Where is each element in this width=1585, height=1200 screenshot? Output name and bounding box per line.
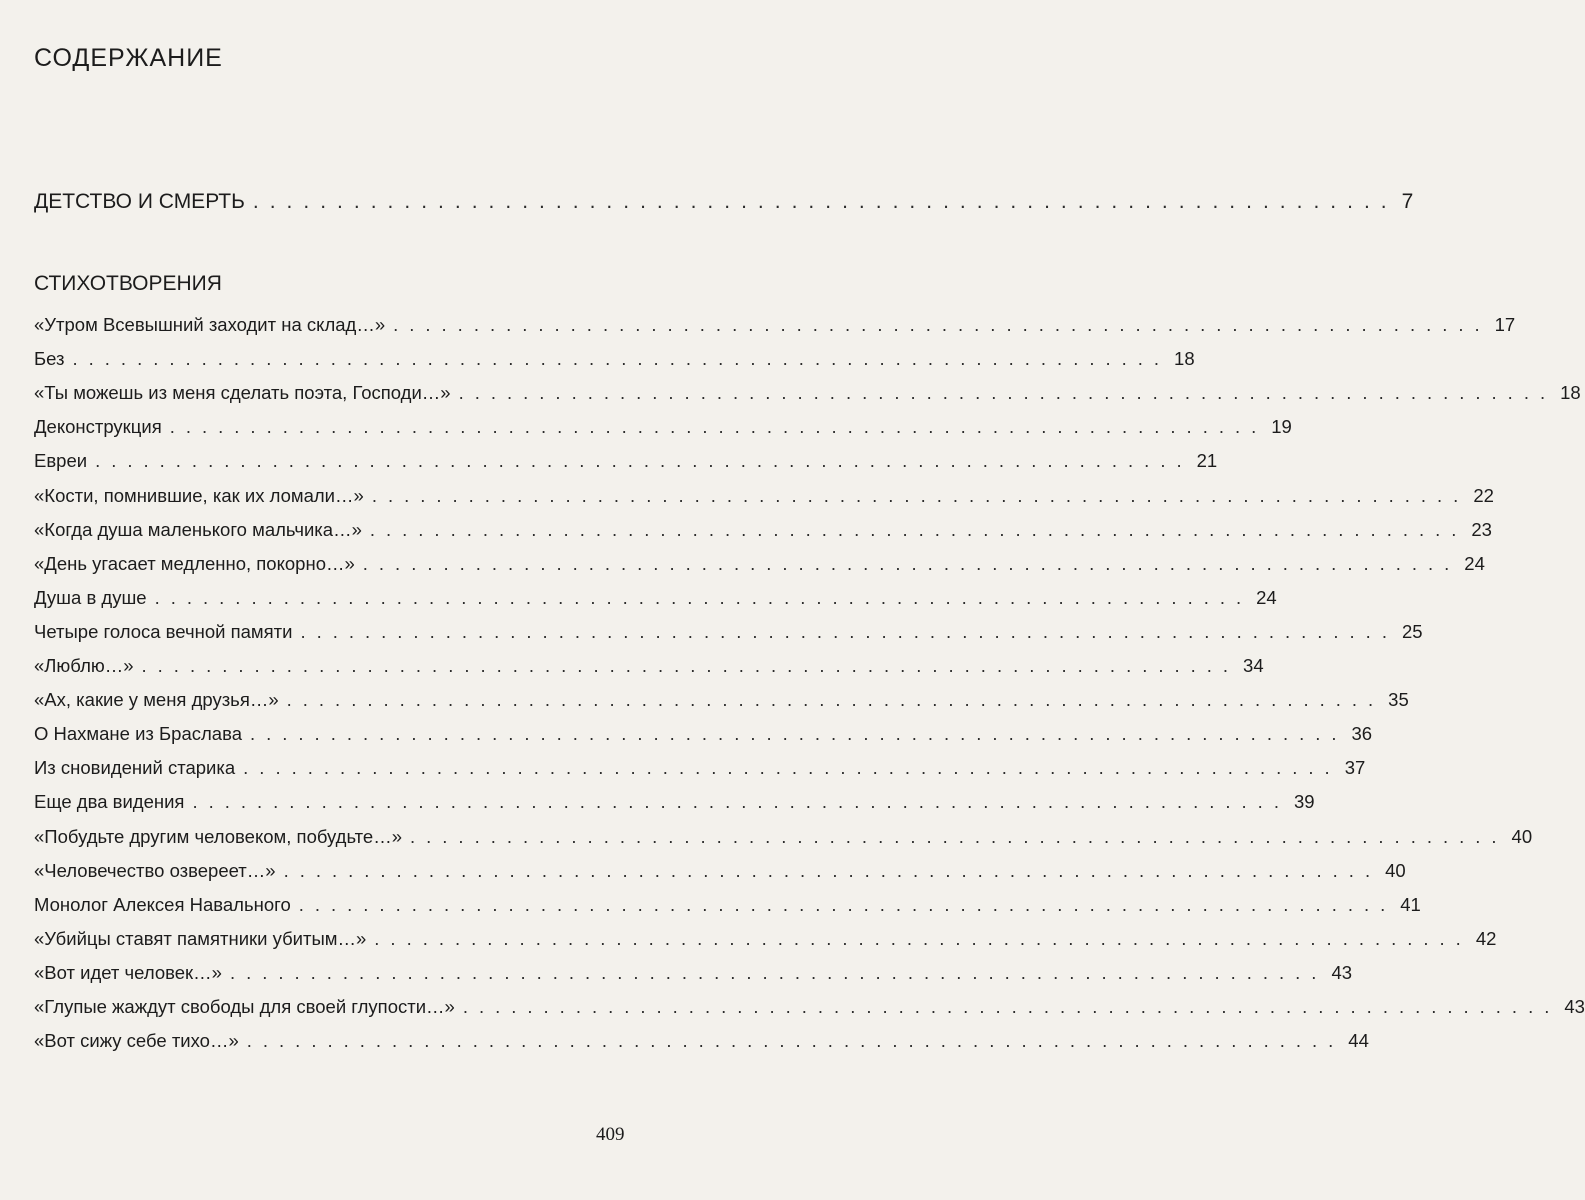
toc-entry: [34, 961, 1353, 992]
toc-entry-page: 22: [1473, 484, 1494, 506]
toc-entry-page: 43: [1331, 961, 1353, 983]
section-heading: СТИХОТВОРЕНИЯ: [34, 272, 222, 295]
toc-leader-dots: ....................................................................: [374, 927, 1472, 949]
toc-entry-title: Душа в душе: [34, 586, 147, 608]
toc-entry: [34, 382, 1581, 412]
toc-entry-page: 39: [1293, 791, 1315, 813]
toc-entry-title: О Нахмане из Браслава: [34, 723, 242, 745]
toc-entry-page: 44: [1348, 1030, 1369, 1052]
toc-entry: [34, 552, 1485, 583]
toc-entry-page: 43: [1564, 996, 1585, 1017]
toc-leader-dots: ....................................................................: [298, 893, 1397, 915]
toc-entry-title: Из сновидений старика: [34, 757, 236, 779]
toc-entry: [34, 825, 1533, 856]
toc-entry: [34, 518, 1492, 549]
toc-leader-dots: ....................................................................: [252, 190, 1398, 213]
toc-chapter-page: 7: [1401, 190, 1414, 213]
toc-leader-dots: ....................................................................: [243, 757, 1341, 779]
toc-leader-dots: ....................................................................: [154, 586, 1253, 608]
toc-entry-title: «Утром Всевышний заходит на склад…»: [34, 314, 386, 335]
toc-entry-page: 24: [1464, 552, 1485, 574]
page-number: 409: [596, 1124, 625, 1145]
toc-leader-dots: ....................................................................: [169, 416, 1268, 438]
toc-entry: [34, 314, 1516, 344]
toc-entry-page: 18: [1174, 348, 1195, 370]
toc-entry-page: 23: [1471, 518, 1492, 540]
toc-leader-dots: ....................................................................: [371, 484, 1470, 506]
toc-entry-page: 21: [1196, 450, 1218, 472]
toc-entry: [34, 450, 1218, 480]
toc-entry-page: 40: [1511, 825, 1533, 847]
toc-entry-page: 34: [1243, 655, 1264, 676]
toc-entry-page: 25: [1401, 620, 1423, 642]
toc-entry-title: «Побудьте другим человеком, побудьте…»: [34, 825, 403, 847]
toc-leader-dots: ....................................................................: [393, 314, 1491, 335]
toc-chapter: [34, 190, 1414, 220]
toc-entry: [34, 655, 1264, 685]
toc-entry: [34, 757, 1366, 787]
toc-entry-page: 41: [1400, 893, 1421, 915]
toc-entry-page: 19: [1271, 416, 1292, 438]
toc-entry: [34, 586, 1277, 617]
toc-entry-page: 18: [1560, 382, 1581, 404]
toc-entry-page: 17: [1494, 314, 1516, 335]
toc-entry-title: «Ах, какие у меня друзья…»: [34, 689, 279, 711]
toc-leader-dots: ....................................................................: [462, 996, 1561, 1017]
toc-leader-dots: ....................................................................: [250, 723, 1348, 745]
toc-entry: [34, 996, 1585, 1026]
toc-entry-title: «Ты можешь из меня сделать поэта, Господи…»: [34, 382, 451, 404]
toc-entry-title: Четыре голоса вечной памяти: [34, 620, 293, 642]
toc-entry-page: 42: [1475, 927, 1497, 949]
page-title: СОДЕРЖАНИЕ: [34, 44, 223, 72]
toc-entry: [34, 893, 1421, 924]
toc-entry: [34, 348, 1195, 378]
toc-entry: [34, 416, 1292, 446]
toc-entry-title: Еще два видения: [34, 791, 185, 813]
toc-entry-page: 40: [1385, 859, 1406, 881]
toc-entry-title: «Убийцы ставят памятники убитым…»: [34, 927, 367, 949]
toc-entry: [34, 689, 1409, 719]
toc-entry: [34, 620, 1423, 651]
toc-entry-page: 36: [1351, 723, 1373, 745]
toc-leader-dots: ....................................................................: [300, 620, 1398, 642]
toc-entry-title: «Кости, помнившие, как их ломали…»: [34, 484, 364, 506]
toc-entry-title: «Вот сижу себе тихо…»: [34, 1030, 239, 1052]
toc-entry: [34, 791, 1315, 821]
toc-leader-dots: ....................................................................: [369, 518, 1468, 540]
toc-entry: [34, 484, 1494, 515]
toc-entry-title: Монолог Алексея Навального: [34, 893, 291, 915]
toc-leader-dots: ....................................................................: [410, 825, 1508, 847]
toc-entry-title: «День угасает медленно, покорно…»: [34, 552, 355, 574]
toc-leader-dots: ....................................................................: [286, 689, 1385, 711]
toc-entry: [34, 1030, 1369, 1060]
toc-entry-title: «Люблю…»: [34, 655, 134, 676]
toc-leader-dots: ....................................................................: [72, 348, 1171, 370]
toc-entry-page: 37: [1344, 757, 1366, 779]
toc-entry-title: «Человечество озвереет…»: [34, 859, 276, 881]
toc-leader-dots: ....................................................................: [458, 382, 1557, 404]
toc-entry-title: «Вот идет человек…»: [34, 961, 222, 983]
toc-leader-dots: ....................................................................: [229, 961, 1328, 983]
toc-leader-dots: ....................................................................: [141, 655, 1240, 676]
toc-entry-title: «Глупые жаждут свободы для своей глупости…»: [34, 996, 455, 1017]
toc-entry-title: «Когда душа маленького мальчика…»: [34, 518, 362, 540]
toc-entry-title: Деконструкция: [34, 416, 162, 438]
toc-leader-dots: ....................................................................: [192, 791, 1290, 813]
toc-entry: [34, 859, 1406, 890]
toc-leader-dots: ....................................................................: [283, 859, 1382, 881]
toc-chapter-title: ДЕТСТВО И СМЕРТЬ: [34, 190, 245, 213]
toc-entry-title: Без: [34, 348, 65, 370]
toc-entry: [34, 723, 1373, 753]
toc-entry-page: 35: [1388, 689, 1409, 711]
toc-leader-dots: ....................................................................: [246, 1030, 1345, 1052]
toc-leader-dots: ....................................................................: [95, 450, 1193, 472]
toc-entry-title: Евреи: [34, 450, 88, 472]
toc-entry: [34, 927, 1497, 958]
toc-leader-dots: ....................................................................: [362, 552, 1461, 574]
toc-entry-page: 24: [1256, 586, 1277, 608]
